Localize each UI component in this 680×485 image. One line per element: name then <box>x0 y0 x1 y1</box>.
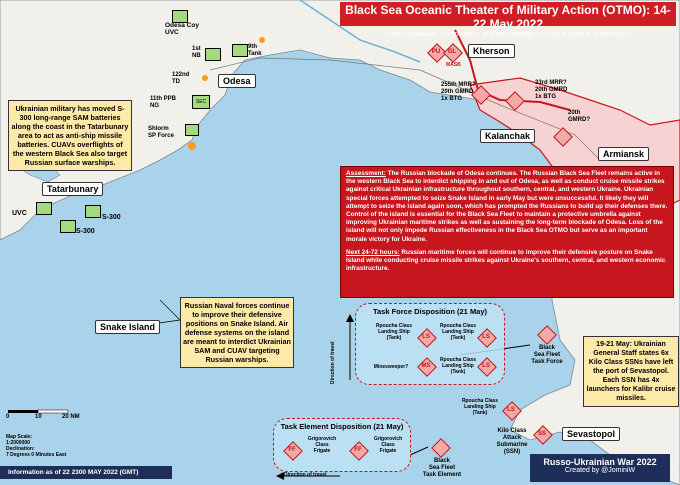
label-uvc: UVC <box>12 210 27 217</box>
task-element-title: Task Element Disposition (21 May) <box>280 422 404 431</box>
label-s300-b: S-300 <box>76 228 95 235</box>
tf-lship-3-text: Rpoucha Class Landing Ship (Tank) <box>439 357 477 375</box>
tf-ms-label: MS <box>421 363 431 369</box>
te-direction: Direction of travel <box>284 472 327 478</box>
tf-lship-1-text: Rpoucha Class Landing Ship (Tank) <box>375 323 413 341</box>
sevastopol-note-box: 19-21 May: Ukrainian General Staff states 6x Kilo Class SSNs have left the port of Sevastopol. Each SSN has 4x launchers for Kalibr cruise missiles. <box>583 336 679 407</box>
map-subtitle: Note: Disposition, composition, and identification of units is difficult to determine <box>384 31 632 38</box>
unit-s300-a-icon <box>85 205 101 218</box>
brand-badge <box>530 454 670 482</box>
te-ff-1-label: FF <box>288 447 296 453</box>
label-1st-nb: 1st NB <box>192 46 201 59</box>
tf-mine-text: Minesweeper? <box>373 364 409 370</box>
unit-uvc-icon <box>36 202 52 215</box>
label-masb: MASB <box>446 62 461 68</box>
next-heading: Next 24-72 hours: <box>346 248 400 256</box>
tf-fleet-label: Black Sea Fleet Task Force <box>531 345 563 365</box>
title-banner <box>340 2 676 38</box>
label-20-gmrd: 20th GMRD? <box>568 110 590 123</box>
task-force-title: Task Force Disposition (21 May) <box>372 307 488 316</box>
unit-shlorm-icon <box>185 124 199 136</box>
strike-marker <box>259 37 265 43</box>
city-snake-island: Snake Island <box>95 320 160 334</box>
assessment-panel <box>340 166 674 298</box>
assessment-body: The Russian blockade of Odesa continues. The Russian Black Sea Fleet remains active in the western Black Sea to interdict shipping in and out of Odesa, as well as conduct cruise missile strikes against critical Ukrainian infrastructure throughout southern, central, and western Ukraine. Ukrainian special forces attempted to seize Snake Island in early May but were unsuccessful. It likely they will attempt to seize the island again soon, which has prompted the Russians to build up their defenses there. Control of the island is essential for the Black Sea Fleet to maintain a protective umbrella against improving Ukrainian maritime strikes as well as sustaining the long-term blockade of Odesa. Loss of the island will not only impede Russian effectiveness in the Black Sea OTMO but serve as an important morale victory for Ukraine. <box>346 170 668 243</box>
tf-ls-2-label: LS <box>482 334 490 340</box>
next-body: Russian maritime forces will continue to improve their defensive posture on Snake Island while conducting cruise missile strikes against Ukraine's southern, central, and western economic infrastructure. <box>346 248 666 273</box>
snake-island-note-box: Russian Naval forces continue to improve their defensive positions on Snake Island. Air defense systems on the island are meant to interdict Ukrainian SAM and CUAV targeting Russian warships. <box>180 297 294 368</box>
map-title: Black Sea Oceanic Theater of Military Action (OTMO): 14-22 May 2022 <box>345 3 671 31</box>
label-shlorm: Shlorm SP Force <box>148 126 174 139</box>
sub-text: Kilo Class Attack Submarine (SSN) <box>496 428 528 455</box>
tf-ls-3-label: LS <box>482 363 490 369</box>
unit-s300-b-icon <box>60 220 76 233</box>
city-armiansk: Armiansk <box>598 147 649 161</box>
te-frigate-2-text: Grigorovich Class Frigate <box>373 436 403 454</box>
brand-title: Russo-Ukrainian War 2022 <box>543 457 657 467</box>
assessment-paragraph <box>346 170 668 244</box>
next-24-72-paragraph <box>346 249 668 274</box>
city-kalanchak: Kalanchak <box>480 129 535 143</box>
label-pu: PU <box>431 49 441 55</box>
te-frigate-1-text: Grigorovich Class Frigate <box>307 436 337 454</box>
strike-marker <box>202 75 208 81</box>
sub-ss-label: SS <box>537 431 546 437</box>
unit-9th-tank-icon <box>232 44 248 57</box>
label-gl: GL <box>447 49 457 55</box>
s300-note-box: Ukrainian military has moved S-300 long-range SAM batteries along the coast in the Tatarbunary area to act as anti-ship missile batteries. CUAVs overflights of the western Black Sea also target Russian surface warships. <box>8 100 132 171</box>
unit-1st-nb-icon <box>205 48 221 61</box>
label-33-mrr: 33rd MRR? 20th GMRD 1x BTG <box>535 80 568 100</box>
city-kherson: Kherson <box>468 44 515 58</box>
assessment-heading: Assessment: <box>346 170 386 177</box>
label-9th-tank: 9th Tank <box>248 44 262 57</box>
unit-sec: SEC <box>192 95 210 109</box>
tf-direction: Direction of travel <box>330 341 336 384</box>
tf-ls-1-label: LS <box>422 334 430 340</box>
brand-credit: Created by @JominiW <box>564 467 636 474</box>
label-11th-ppb: 11th PPB NG <box>150 96 177 109</box>
city-sevastopol: Sevastopol <box>562 427 620 441</box>
info-date-footer: Information as of 22 2300 MAY 2022 (GMT) <box>0 466 172 479</box>
tf-lship-2-text: Rpoucha Class Landing Ship (Tank) <box>439 323 477 341</box>
label-255-mrr: 255th MRR? 20th GMRD 1x BTG <box>441 82 476 102</box>
single-ls-label: LS <box>507 407 515 413</box>
te-element-label: Black Sea Fleet Task Element <box>422 458 462 478</box>
label-122-td: 122nd TD <box>172 72 190 85</box>
scale-twenty: 20 NM <box>62 414 80 420</box>
te-ff-2-label: FF <box>354 447 362 453</box>
strike-marker <box>188 142 196 150</box>
scale-info: Map Scale: 1:2000000 Declination: 7 Degrees 0 Minutes East <box>6 434 67 458</box>
scale-zero: 0 <box>6 414 10 420</box>
single-lship-text: Rpoucha Class Landing Ship (Tank) <box>461 398 499 416</box>
scale-ten: 10 <box>35 414 42 420</box>
label-s300-a: S-300 <box>102 214 121 221</box>
label-odesa-coy: Odesa Coy UVC <box>165 22 199 36</box>
city-odesa: Odesa <box>218 74 256 88</box>
city-tatarbunary: Tatarbunary <box>42 182 103 196</box>
